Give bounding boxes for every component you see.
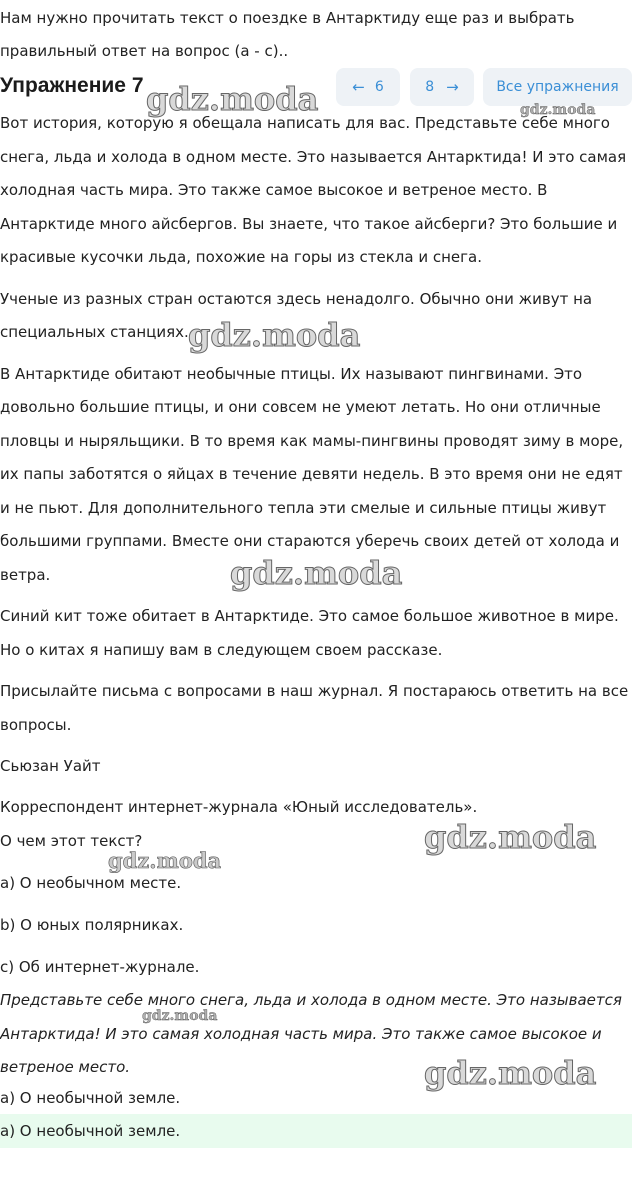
all-exercises-button[interactable]: Все упражнения xyxy=(483,68,632,106)
page-title: Упражнение 7 xyxy=(0,74,144,97)
next-exercise-label: 8 xyxy=(425,79,435,95)
prev-exercise-button[interactable] xyxy=(336,68,400,106)
answer-highlight: a) О необычной земле. xyxy=(0,1114,632,1148)
story-signature: Сьюзан Уайт xyxy=(0,757,101,775)
story-paragraph: В Антарктиде обитают необычные птицы. Их называют пингвинами. Это довольно большие птицы, и они совсем не умеют летать. Но они отличные пловцы и ныряльщики. В то время как мамы-пингвины проводят зиму в море, их папы заботятся о яйцах в течение девяти недель. В это время они не едят и не пьют. Для дополнительного тепла эти смелые и сильные птицы живут большими группами. Вместе они стараются уберечь своих детей от холода и ветра. xyxy=(0,364,624,584)
answer-line: a) О необычной земле. xyxy=(0,1089,181,1107)
watermark: gdz.moda xyxy=(146,80,319,118)
story-paragraph: Вот история, которую я обещала написать для вас. Представьте себе много снега, льда и холода в одном месте. Это называется Антарктида! И это самая холодная часть мира. Это также самое высокое и ветреное место. В Антарктиде много айсбергов. Вы знаете, что такое айсберги? Это большие и красивые кусочки льда, похожие на горы из стекла и снега. xyxy=(0,114,627,266)
watermark: gdz.moda xyxy=(108,848,222,873)
watermark: gdz.moda xyxy=(230,554,403,592)
question-option: b) О юных полярниках. xyxy=(0,916,184,934)
watermark: gdz.moda xyxy=(424,818,597,856)
story-byline: Корреспондент интернет-журнала «Юный исследователь». xyxy=(0,798,478,816)
story-paragraph: Синий кит тоже обитает в Антарктиде. Это самое большое животное в мире. Но о китах я напишу вам в следующем своем рассказе. xyxy=(0,607,619,659)
story-text xyxy=(0,107,632,792)
quoted-passage: Представьте себе много снега, льда и холода в одном месте. Это называется Антарктида! И это самая холодная часть мира. Это также самое высокое и ветреное место. xyxy=(0,991,622,1076)
watermark: gdz.moda xyxy=(188,316,361,354)
question-option: a) О необычном месте. xyxy=(0,874,182,892)
exercise-header xyxy=(0,68,632,108)
prev-exercise-label: 6 xyxy=(374,79,384,95)
arrow-right-icon: → xyxy=(446,78,459,96)
intro-text: Нам нужно прочитать текст о поездке в Антарктиду еще раз и выбрать правильный ответ на вопрос (a - c).. xyxy=(0,9,575,60)
arrow-left-icon: ← xyxy=(352,78,365,96)
next-exercise-button[interactable] xyxy=(410,68,474,106)
question-option: c) Об интернет-журнале. xyxy=(0,958,200,976)
question-text: О чем этот текст? xyxy=(0,832,143,850)
watermark: gdz.moda xyxy=(142,1008,218,1024)
story-paragraph: Ученые из разных стран остаются здесь ненадолго. Обычно они живут на специальных станциях. xyxy=(0,289,593,341)
watermark: gdz.moda xyxy=(424,1054,597,1092)
watermark: gdz.moda xyxy=(520,102,596,118)
story-paragraph: Присылайте письма с вопросами в наш журнал. Я постараюсь ответить на все вопросы. xyxy=(0,682,629,734)
